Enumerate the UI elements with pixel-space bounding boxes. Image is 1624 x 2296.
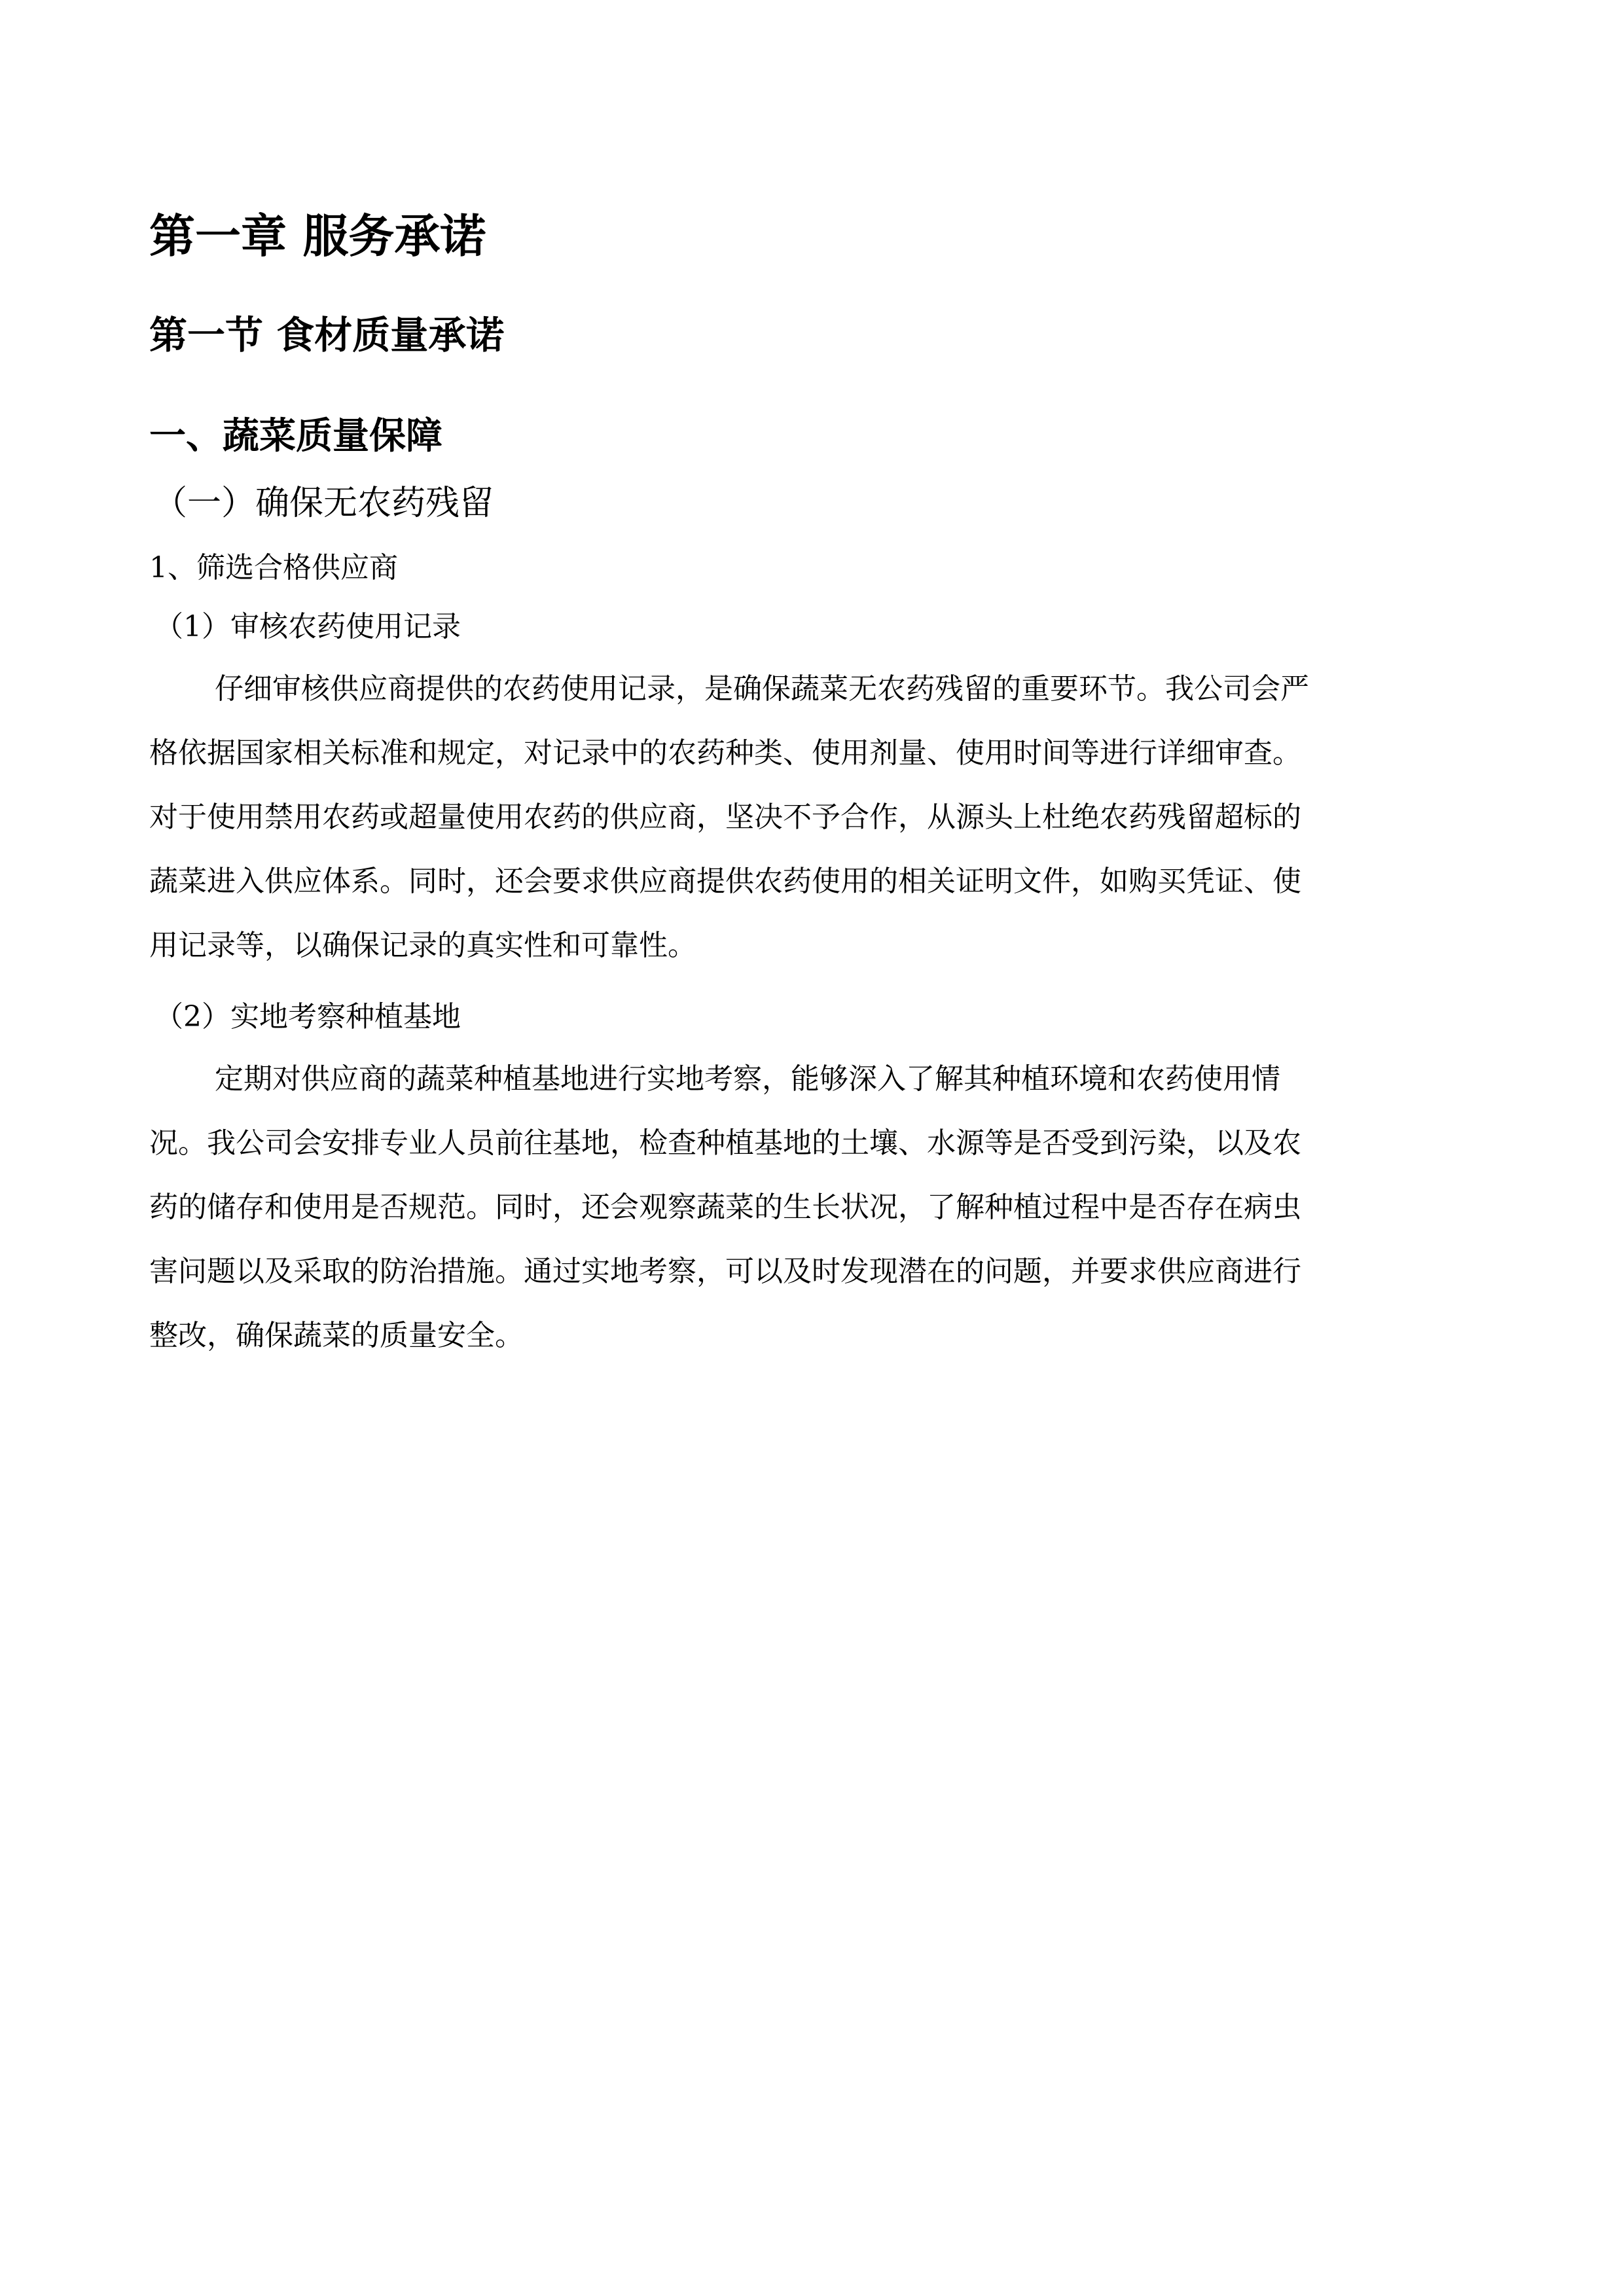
chapter-title: 第一章 服务承诺 — [149, 209, 486, 263]
item-title: （一）确保无农药残留 — [153, 484, 494, 523]
paragraph-line: 用记录等，以确保记录的真实性和可靠性。 — [149, 929, 696, 962]
paragraph-line: 况。我公司会安排专业人员前往基地，检查种植基地的土壤、水源等是否受到污染，以及农 — [149, 1126, 1301, 1160]
paragraph — [149, 1047, 1485, 1368]
sub-point-title: （1）审核农药使用记录 — [154, 610, 461, 643]
subsection-title: 一、蔬菜质量保障 — [149, 415, 442, 457]
paragraph — [149, 657, 1485, 978]
paragraph-line: 药的储存和使用是否规范。同时，还会观察蔬菜的生长状况，了解种植过程中是否存在病虫 — [149, 1191, 1301, 1224]
sub-point-title: （2）实地考察种植基地 — [154, 1000, 461, 1033]
paragraph-line: 蔬菜进入供应体系。同时，还会要求供应商提供农药使用的相关证明文件，如购买凭证、使 — [149, 865, 1301, 898]
paragraph-line: 对于使用禁用农药或超量使用农药的供应商，坚决不予合作，从源头上杜绝农药残留超标的 — [149, 800, 1301, 834]
point-title: 1、筛选合格供应商 — [149, 551, 398, 584]
paragraph-line: 整改，确保蔬菜的质量安全。 — [149, 1319, 524, 1352]
paragraph-line: 害问题以及采取的防治措施。通过实地考察，可以及时发现潜在的问题，并要求供应商进行 — [149, 1255, 1301, 1288]
paragraph-line: 定期对供应商的蔬菜种植基地进行实地考察，能够深入了解其种植环境和农药使用情 — [215, 1062, 1280, 1096]
section-title: 第一节 食材质量承诺 — [149, 313, 505, 357]
paragraph-line: 仔细审核供应商提供的农药使用记录，是确保蔬菜无农药残留的重要环节。我公司会严 — [215, 672, 1309, 706]
paragraph-line: 格依据国家相关标准和规定，对记录中的农药种类、使用剂量、使用时间等进行详细审查。 — [149, 736, 1301, 770]
